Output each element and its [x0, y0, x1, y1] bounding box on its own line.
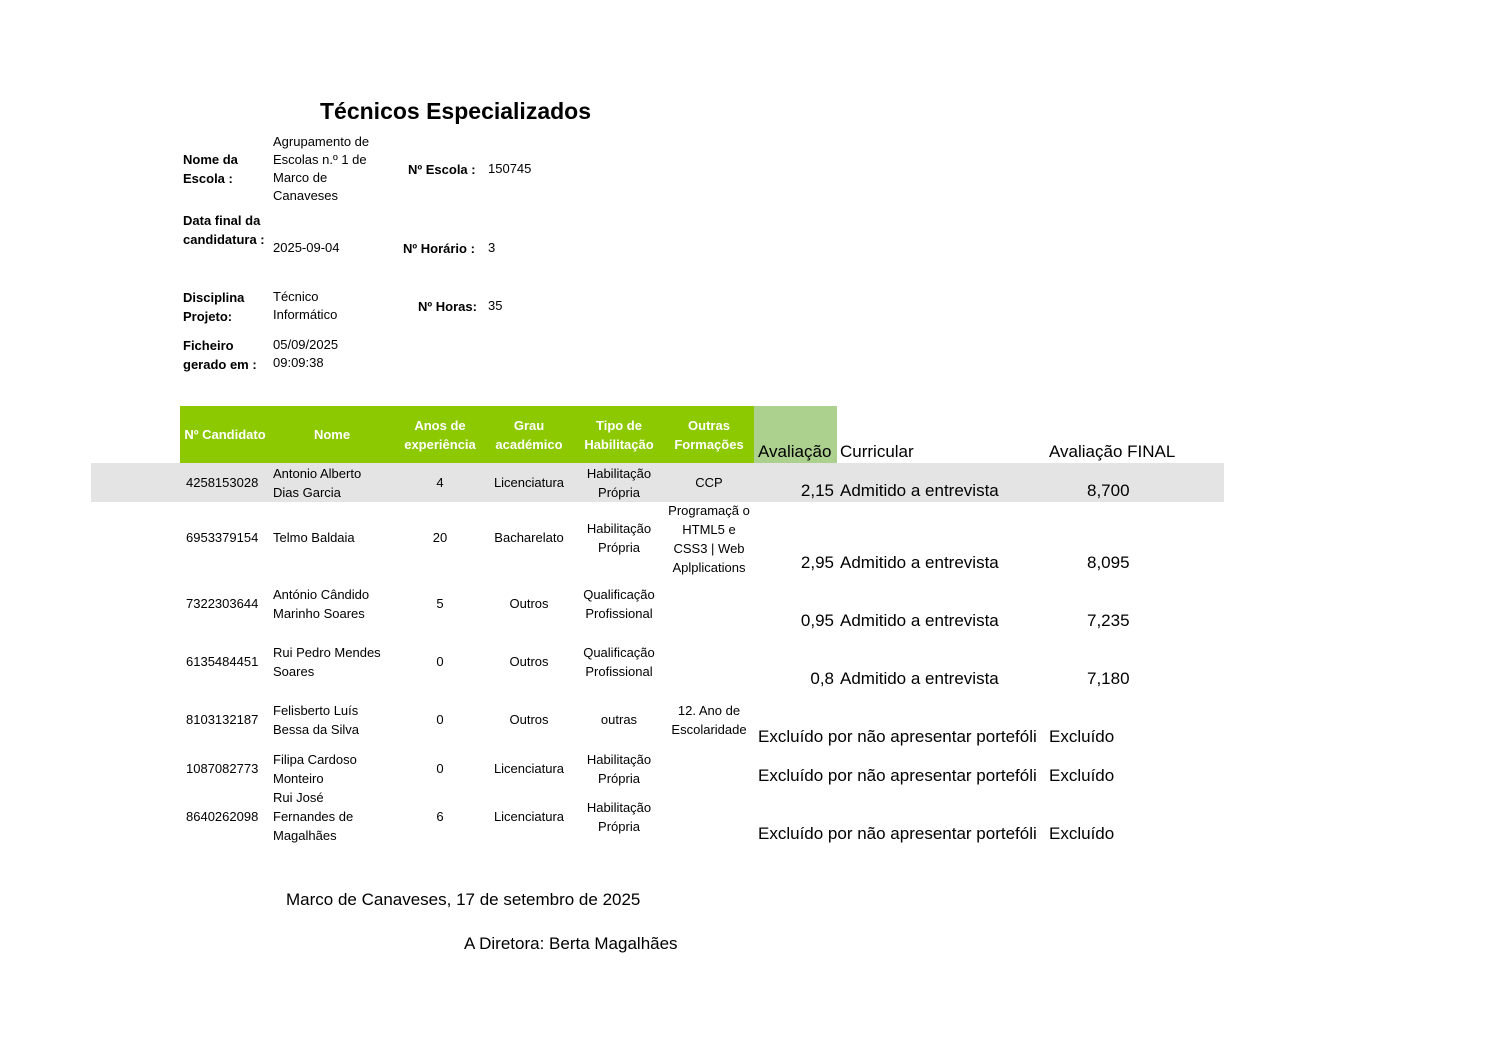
generated-value: 05/09/2025 09:09:38 [273, 337, 339, 370]
cell-qualification: Habilitação Própria [586, 466, 652, 500]
place-date: Marco de Canaveses, 17 de setembro de 2025 [286, 890, 641, 909]
cell-name: Filipa Cardoso Monteiro [273, 752, 357, 786]
cell-candidate-no: 6135484451 [186, 654, 259, 669]
school-value: Agrupamento de Escolas n.º 1 de Marco de Canaveses [273, 134, 370, 203]
cell-degree: Outros [509, 712, 549, 727]
cell-name: António Cândido Marinho Soares [273, 587, 370, 621]
cell-name: Rui José Fernandes de Magalhães [273, 790, 354, 843]
cell-status: Excluído por não apresentar portefóli [758, 727, 1037, 746]
cell-qualification: Qualificação Profissional [583, 645, 655, 679]
cell-name: Antonio Alberto Dias Garcia [273, 466, 362, 500]
school-label: Nome da Escola : [183, 152, 238, 186]
cell-experience: 4 [436, 475, 444, 490]
cell-qualification: Habilitação Própria [586, 752, 652, 786]
cell-final: 7,180 [1087, 669, 1130, 688]
generated-label: Ficheiro gerado em : [183, 338, 257, 372]
cell-qualification: Habilitação Própria [586, 800, 652, 834]
header-degree: Grau académico [495, 417, 563, 452]
deadline-label: Data final da candidatura : [183, 213, 265, 247]
cell-experience: 0 [436, 654, 444, 669]
cell-candidate-no: 8640262098 [186, 809, 259, 824]
cell-qualification: Habilitação Própria [586, 521, 652, 555]
header-other-training: Outras Formações [674, 417, 744, 452]
schedule-label: Nº Horário : [403, 241, 475, 256]
cell-experience: 6 [436, 809, 444, 824]
cell-status: Excluído por não apresentar portefóli [758, 766, 1037, 785]
cell-status: Excluído por não apresentar portefóli [758, 824, 1037, 843]
cell-score: 0,8 [810, 669, 834, 688]
cell-candidate-no: 4258153028 [186, 475, 259, 490]
cell-candidate-no: 6953379154 [186, 530, 259, 545]
header-qualification: Tipo de Habilitação [584, 417, 654, 452]
cell-score: 2,95 [800, 553, 834, 572]
cell-name: Felisberto Luís Bessa da Silva [273, 703, 359, 737]
cell-candidate-no: 1087082773 [186, 761, 259, 776]
cell-final: Excluído [1049, 824, 1115, 843]
cell-final: 7,235 [1087, 611, 1130, 630]
cell-qualification: Qualificação Profissional [583, 587, 655, 621]
cell-final: Excluído [1049, 766, 1115, 785]
school-no-value: 150745 [488, 161, 532, 176]
cell-final: Excluído [1049, 727, 1115, 746]
cell-degree: Licenciatura [493, 475, 565, 490]
cell-degree: Outros [509, 596, 549, 611]
cell-status: Admitido a entrevista [840, 553, 999, 572]
hours-label: Nº Horas: [418, 299, 477, 314]
cell-experience: 5 [436, 596, 444, 611]
cell-degree: Licenciatura [493, 809, 565, 824]
discipline-value: Técnico Informático [273, 289, 338, 322]
header-experience: Anos de experiência [404, 417, 476, 452]
cell-degree: Outros [509, 654, 549, 669]
cell-degree: Licenciatura [493, 761, 565, 776]
header-final: Avaliação FINAL [1049, 442, 1176, 461]
cell-other-training: 12. Ano de Escolaridade [671, 703, 747, 737]
discipline-label: Disciplina Projeto: [183, 290, 245, 324]
cell-status: Admitido a entrevista [840, 611, 999, 630]
cell-final: 8,095 [1087, 553, 1130, 572]
header-curricular: Curricular [840, 442, 914, 461]
school-no-label: Nº Escola : [408, 162, 476, 177]
schedule-value: 3 [488, 240, 496, 255]
cell-name: Rui Pedro Mendes Soares [273, 645, 381, 679]
cell-score: 2,15 [800, 481, 834, 500]
header-evaluation: Avaliação [758, 442, 832, 461]
cell-experience: 0 [436, 712, 444, 727]
cell-status: Admitido a entrevista [840, 669, 999, 688]
deadline-value: 2025-09-04 [273, 240, 340, 255]
cell-score: 0,95 [800, 611, 834, 630]
page-title: Técnicos Especializados [320, 98, 592, 124]
cell-candidate-no: 7322303644 [186, 596, 259, 611]
signature: A Diretora: Berta Magalhães [464, 934, 678, 953]
header-name: Nome [313, 427, 351, 442]
cell-experience: 20 [432, 530, 448, 545]
header-candidate-no: Nº Candidato [184, 427, 266, 442]
cell-candidate-no: 8103132187 [186, 712, 259, 727]
cell-other-training: Programaçã o HTML5 e CSS3 | Web Aplplications [668, 503, 750, 575]
hours-value: 35 [488, 298, 503, 313]
cell-other-training: CCP [695, 475, 723, 490]
cell-qualification: outras [600, 712, 638, 727]
cell-final: 8,700 [1087, 481, 1130, 500]
cell-name: Telmo Baldaia [273, 530, 355, 545]
cell-status: Admitido a entrevista [840, 481, 999, 500]
cell-experience: 0 [436, 761, 444, 776]
cell-degree: Bacharelato [494, 530, 564, 545]
